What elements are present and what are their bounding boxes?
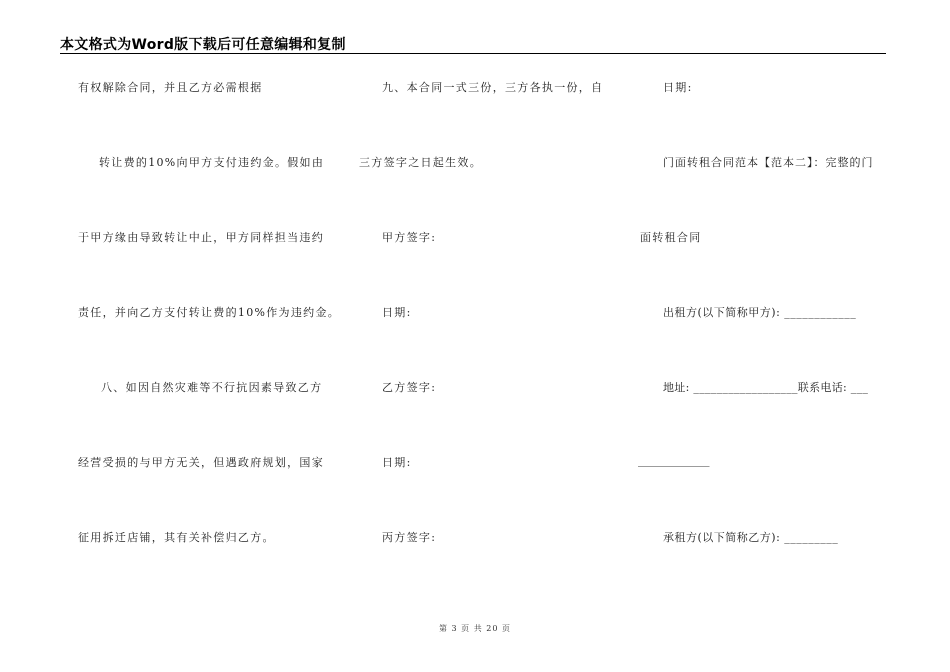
paragraph-line: 征用拆迁店铺，其有关补偿归乙方。 <box>78 531 275 544</box>
header-divider <box>60 53 886 54</box>
lessee-field-line: 承租方(以下简称乙方): _________ <box>663 531 839 544</box>
paragraph-line: 八、如因自然灾难等不行抗因素导致乙方 <box>101 381 323 394</box>
paragraph-line: 有权解除合同，并且乙方必需根据 <box>78 81 263 94</box>
paragraph-line: 三方签字之日起生效。 <box>359 156 482 169</box>
paragraph-line: 面转租合同 <box>640 231 702 244</box>
page-number: 第 3 页 共 20 页 <box>439 624 511 633</box>
date-label: 日期: <box>663 81 693 94</box>
date-label: 日期: <box>382 456 412 469</box>
paragraph-line: 九、本合同一式三份，三方各执一份，自 <box>382 81 604 94</box>
signature-label-party-b: 乙方签字: <box>382 381 437 394</box>
address-phone-field-line: 地址: __________________联系电话: ___ <box>663 381 869 394</box>
paragraph-line: 于甲方缘由导致转让中止，甲方同样担当违约 <box>78 231 324 244</box>
signature-label-party-a: 甲方签字: <box>382 231 437 244</box>
signature-label-party-c: 丙方签字: <box>382 531 437 544</box>
paragraph-line: 经营受损的与甲方无关，但遇政府规划，国家 <box>78 456 324 469</box>
document-header-title: 本文格式为Word版下载后可任意编辑和复制 <box>60 37 346 53</box>
paragraph-line: 转让费的10%向甲方支付违约金。假如由 <box>99 156 325 169</box>
blank-field-line: _____________ <box>638 454 710 467</box>
paragraph-line: 门面转租合同范本【范本二】：完整的门 <box>663 156 874 169</box>
date-label: 日期: <box>382 306 412 319</box>
lessor-field-line: 出租方(以下简称甲方): ____________ <box>663 306 857 319</box>
paragraph-line: 责任，并向乙方支付转让费的10%作为违约金。 <box>78 306 341 319</box>
